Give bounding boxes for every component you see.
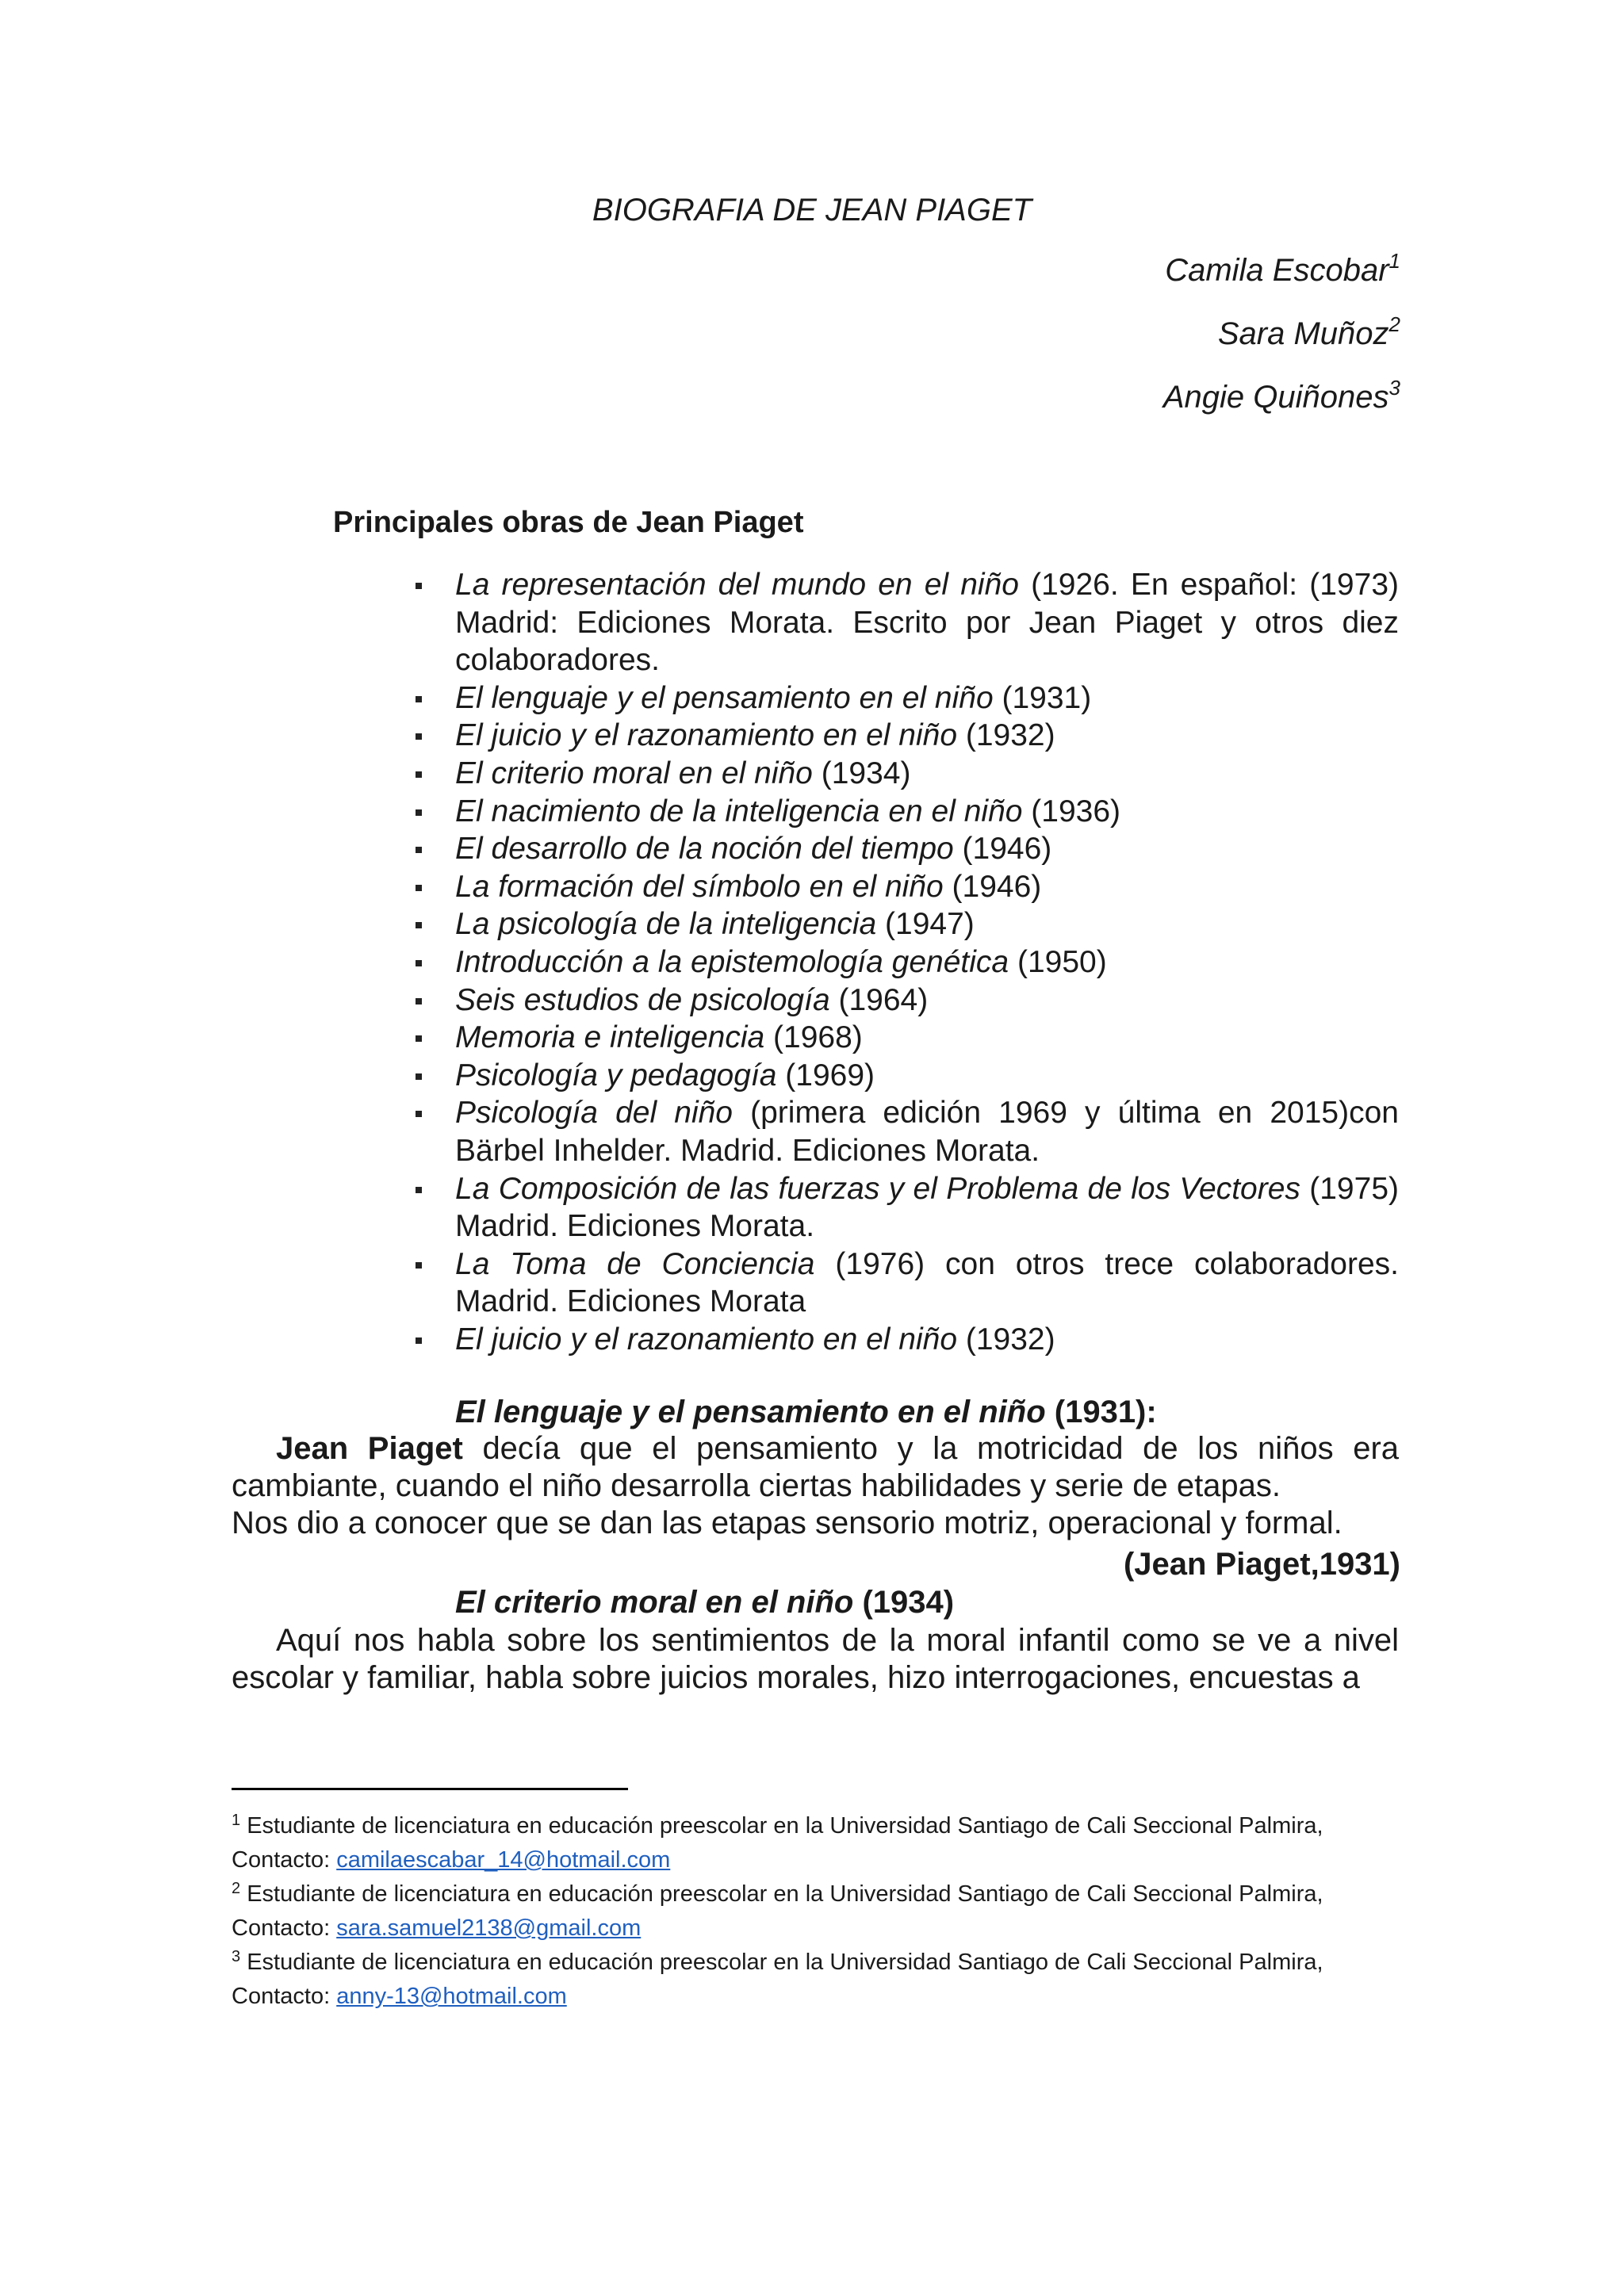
work-title: Memoria e inteligencia: [455, 1020, 765, 1055]
list-item: [455, 566, 1399, 679]
work-title: El lenguaje y el pensamiento en el niño: [455, 680, 994, 715]
section-heading-criterio: [455, 1582, 954, 1622]
work-detail: (1936): [1022, 794, 1121, 828]
list-item: [455, 717, 1399, 755]
work-detail: (1964): [829, 982, 929, 1017]
author-name: Sara Muñoz: [1217, 316, 1389, 351]
work-title: Psicología y pedagogía: [455, 1058, 777, 1093]
work-detail: (1976) con otros trece colaboradores. Madrid. Ediciones Morata: [455, 1246, 1399, 1319]
work-detail: (1946): [943, 869, 1042, 904]
section-paragraph-lenguaje: [232, 1430, 1399, 1542]
work-title: El nacimiento de la inteligencia en el niño: [455, 794, 1023, 828]
author-3: [1163, 377, 1400, 417]
footnote-text: Estudiante de licenciatura en educación preescolar en la Universidad Santiago de Cali Seccional Palmira, Contacto:: [232, 1813, 1323, 1873]
footnote-number: 3: [232, 1948, 241, 1965]
work-detail: (1934): [812, 756, 911, 790]
footnote-3: [232, 1946, 1421, 2014]
work-title: La Composición de las fuerzas y el Problema de los Vectores: [455, 1171, 1300, 1206]
list-item: [455, 679, 1399, 718]
work-detail: (1968): [764, 1020, 863, 1055]
work-detail: (1931): [993, 680, 1092, 715]
paragraph-text-2: Nos dio a conocer que se dan las etapas sensorio motriz, operacional y formal.: [232, 1506, 1342, 1540]
author-name: Angie Quiñones: [1162, 380, 1389, 415]
footnote-number: 2: [232, 1880, 241, 1897]
list-item: [455, 1321, 1399, 1359]
work-detail: (primera edición 1969 y última en 2015)con Bärbel Inhelder. Madrid. Ediciones Morata.: [455, 1096, 1399, 1168]
email-link[interactable]: sara.samuel2138@gmail.com: [336, 1915, 642, 1941]
list-item: [455, 1246, 1399, 1321]
footnote-text: Estudiante de licenciatura en educación preescolar en la Universidad Santiago de Cali Seccional Palmira, Contacto:: [232, 1881, 1323, 1941]
work-detail: (1932): [957, 718, 1055, 753]
works-heading: Principales obras de Jean Piaget: [333, 506, 804, 539]
work-detail: (1947): [876, 907, 975, 942]
footnote-text: Estudiante de licenciatura en educación preescolar en la Universidad Santiago de Cali Seccional Palmira, Contacto:: [232, 1950, 1323, 2009]
work-title: El criterio moral en el niño: [455, 756, 813, 790]
work-title: La representación del mundo en el niño: [455, 568, 1019, 602]
paragraph-line: [232, 1430, 1399, 1505]
list-item: [455, 943, 1399, 982]
work-detail: (1969): [776, 1058, 875, 1093]
section-paragraph-criterio: [232, 1622, 1399, 1697]
list-item: [455, 793, 1399, 831]
list-item: [455, 868, 1399, 906]
section-heading-year: (1931):: [1045, 1395, 1157, 1429]
list-item: [455, 1094, 1399, 1169]
section-heading-title: El criterio moral en el niño: [455, 1585, 854, 1620]
footnote-ref[interactable]: 3: [1388, 376, 1400, 400]
work-detail: (1926. En español: (1973) Madrid: Ediciones Morata. Escrito por Jean Piaget y otros diez colaboradores.: [455, 568, 1399, 678]
work-title: La Toma de Conciencia: [455, 1246, 815, 1281]
work-title: El desarrollo de la noción del tiempo: [455, 832, 954, 867]
section-heading-year: (1934): [853, 1585, 955, 1620]
work-title: El juicio y el razonamiento en el niño: [455, 1322, 958, 1357]
work-detail: (1950): [1009, 944, 1107, 979]
section-heading-title: El lenguaje y el pensamiento en el niño: [455, 1395, 1046, 1429]
document-title: BIOGRAFIA DE JEAN PIAGET: [592, 193, 1032, 228]
section-heading-lenguaje: [455, 1392, 1157, 1432]
footnotes: [232, 1809, 1421, 2014]
citation: (Jean Piaget,1931): [1123, 1547, 1400, 1582]
list-item: [455, 905, 1399, 943]
list-item: [455, 1170, 1399, 1246]
email-link[interactable]: camilaescabar_14@hotmail.com: [336, 1847, 671, 1873]
footnote-separator: [232, 1788, 628, 1790]
work-detail: (1946): [953, 832, 1052, 867]
list-item: [455, 830, 1399, 868]
work-title: Psicología del niño: [455, 1096, 733, 1131]
author-1: [1165, 251, 1400, 290]
footnote-2: [232, 1877, 1421, 1946]
work-title: La formación del símbolo en el niño: [455, 869, 944, 904]
paragraph-text: decía que el pensamiento y la motricidad de los niños era cambiante, cuando el niño desarrolla ciertas habilidades y serie de etapas.: [232, 1431, 1400, 1503]
work-title: Seis estudios de psicología: [455, 982, 830, 1017]
footnote-1: [232, 1809, 1421, 1877]
work-title: El juicio y el razonamiento en el niño: [455, 718, 958, 753]
paragraph-text: Aquí nos habla sobre los sentimientos de la moral infantil como se ve a nivel escolar y familiar, habla sobre juicios morales, hizo interrogaciones, encuestas a: [232, 1623, 1399, 1695]
list-item: [455, 1019, 1399, 1057]
footnote-ref[interactable]: 2: [1388, 312, 1400, 336]
author-2: [1218, 314, 1400, 354]
email-link[interactable]: anny-13@hotmail.com: [336, 1984, 567, 2009]
work-detail: (1932): [957, 1322, 1055, 1357]
works-list: [455, 566, 1399, 1358]
work-detail: (1975) Madrid. Ediciones Morata.: [455, 1171, 1399, 1244]
list-item: [455, 1057, 1399, 1095]
list-item: [455, 755, 1399, 793]
work-title: La psicología de la inteligencia: [455, 907, 877, 942]
lead-name: Jean Piaget: [276, 1431, 463, 1466]
list-item: [455, 982, 1399, 1020]
work-title: Introducción a la epistemología genética: [455, 944, 1009, 979]
author-name: Camila Escobar: [1165, 253, 1389, 288]
footnote-ref[interactable]: 1: [1388, 249, 1400, 273]
footnote-number: 1: [232, 1812, 241, 1829]
